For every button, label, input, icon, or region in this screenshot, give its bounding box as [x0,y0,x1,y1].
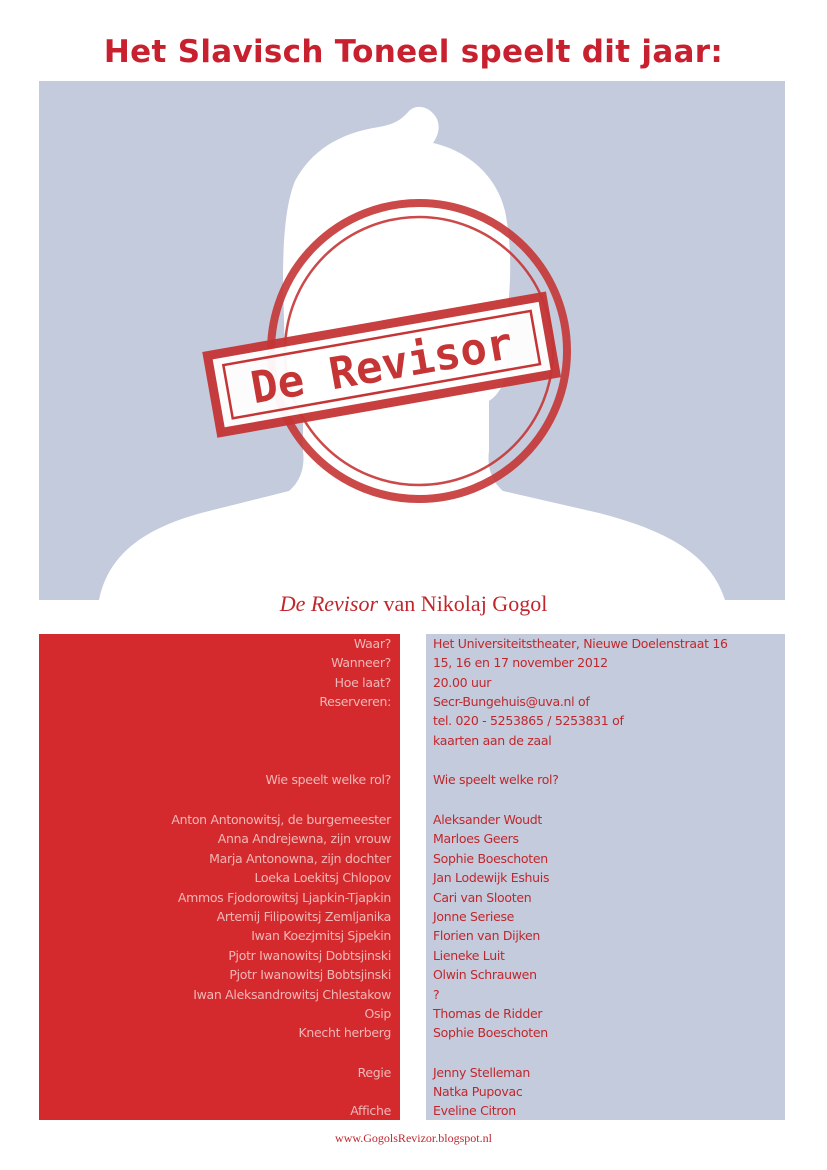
cast-role: Loeka Loekitsj Chlopov [254,870,391,885]
poster-headline: Het Slavisch Toneel speelt dit jaar: [103,34,724,70]
play-title: De Revisor [279,591,379,616]
cast-actor: Cari van Slooten [433,890,532,905]
cast-actor: Marloes Geers [433,831,519,846]
cast-role: Osip [364,1006,391,1021]
cast-role: Pjotr Iwanowitsj Dobtsjinski [228,948,391,963]
cast-actor: Olwin Schrauwen [433,967,537,982]
cast-heading-left: Wie speelt welke rol? [265,772,391,787]
cast-actor: Jan Lodewijk Eshuis [433,870,550,885]
info-value: kaarten aan de zaal [433,733,552,748]
cast-actor: Jonne Seriese [433,909,515,924]
cast-role: Artemij Filipowitsj Zemljanika [216,909,391,924]
stamp-text: De Revisor [247,317,517,415]
cast-actor: Florien van Dijken [433,928,541,943]
crew-value: Natka Pupovac [433,1084,523,1099]
cast-role: Knecht herberg [298,1025,391,1040]
info-value: tel. 020 - 5253865 / 5253831 of [433,713,624,728]
cast-actor: Sophie Boeschoten [433,851,548,866]
info-label: Wanneer? [331,655,391,670]
play-author: van Nikolaj Gogol [378,591,548,616]
silhouette-illustration [39,81,785,600]
website-link[interactable]: www.GogolsRevizor.blogspot.nl [335,1131,492,1145]
cast-actor: Thomas de Ridder [433,1006,543,1021]
cast-role: Iwan Koezjmitsj Sjpekin [251,928,391,943]
cast-heading-right: Wie speelt welke rol? [433,772,559,787]
crew-value: Eveline Citron [433,1103,516,1118]
cast-actor: Aleksander Woudt [433,812,543,827]
cast-role: Iwan Aleksandrowitsj Chlestakow [193,987,391,1002]
cast-role: Anton Antonowitsj, de burgemeester [171,812,391,827]
play-subtitle [0,591,827,617]
info-value: 15, 16 en 17 november 2012 [433,655,608,670]
poster-image [39,81,785,600]
cast-role: Anna Andrejewna, zijn vrouw [217,831,391,846]
crew-label: Regie [357,1065,391,1080]
info-value: 20.00 uur [433,675,492,690]
info-label: Hoe laat? [334,675,391,690]
info-label: Waar? [353,636,391,651]
info-value[interactable]: Secr-Bungehuis@uva.nl of [433,694,590,709]
info-label: Reserveren: [319,694,391,709]
cast-role: Marja Antonowna, zijn dochter [209,851,391,866]
cast-role: Ammos Fjodorowitsj Ljapkin-Tjapkin [177,890,391,905]
crew-value: Jenny Stelleman [433,1065,531,1080]
cast-actor: Lieneke Luit [433,948,505,963]
cast-actor: ? [433,987,440,1002]
crew-label: Affiche [350,1103,391,1118]
info-value: Het Universiteitstheater, Nieuwe Doelenstraat 16 [433,636,728,651]
cast-role: Pjotr Iwanowitsj Bobtsjinski [229,967,391,982]
cast-actor: Sophie Boeschoten [433,1025,548,1040]
